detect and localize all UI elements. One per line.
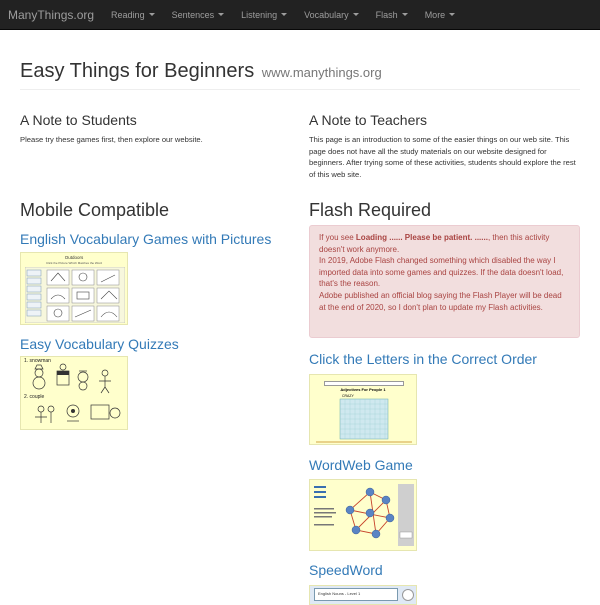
easy-quizzes-thumbnail[interactable]	[20, 356, 128, 430]
quiz-drawings-illustration	[21, 357, 128, 430]
nav-sentences-label: Sentences	[171, 9, 215, 20]
quiz-label-2: 2. couple	[24, 394, 45, 400]
thumb-caption: Adjectives For People 1	[340, 387, 386, 392]
vocab-games-link[interactable]: English Vocabulary Games with Pictures	[20, 231, 272, 247]
left-column	[20, 112, 290, 146]
wordweb-link[interactable]: WordWeb Game	[309, 457, 413, 473]
top-navbar	[0, 0, 600, 30]
teachers-heading: A Note to Teachers	[309, 112, 428, 128]
nav-flash-label: Flash	[375, 9, 398, 20]
alert-text-4: Adobe published an official blog saying the Flash Player will be dead at the end of 2020, so I don't plan to update my Flash activities.	[319, 290, 562, 312]
nav-flash[interactable]	[376, 10, 408, 20]
alert-loading-bold: Loading ...... Please be patient. ......	[355, 233, 488, 242]
alert-text-3: In 2019, Adobe Flash changed something which disabled the way I imported data into some games and quizzes. If the data doesn't load, that's the reason.	[319, 256, 564, 289]
nav-more[interactable]	[425, 10, 456, 20]
click-letters-link[interactable]: Click the Letters in the Correct Order	[309, 351, 537, 367]
caret-down-icon	[149, 13, 155, 16]
nav-more-label: More	[424, 9, 446, 20]
thumb-caption: Outdoors	[64, 255, 84, 260]
speedword-thumbnail[interactable]	[309, 585, 417, 605]
picture-grid-illustration	[25, 267, 125, 323]
alert-text-1: If you see	[319, 233, 356, 242]
wordweb-thumbnail[interactable]	[309, 479, 417, 551]
nav-reading[interactable]	[111, 10, 155, 20]
alert-text-2: , then this activity doesn't work anymore.	[319, 233, 550, 254]
click-letters-thumbnail[interactable]	[309, 374, 417, 445]
students-note: Please try these games first, then explore our website.	[20, 135, 203, 144]
thumb-word: CRAZY	[342, 394, 354, 398]
page-header	[20, 60, 580, 90]
page-title	[20, 60, 580, 83]
thumb-subcaption: Click the Picture Which Matches the Word	[46, 261, 102, 265]
teachers-note: This page is an introduction to some of the easier things on our web site. This page does not have all the study materials on our website designed for beginners. After trying some of these activities, students should explore the rest of this web site.	[309, 135, 576, 179]
quiz-label-1: 1. snowman	[24, 358, 51, 364]
caret-down-icon	[353, 13, 359, 16]
nav-listening[interactable]	[241, 10, 287, 20]
right-column	[309, 112, 584, 180]
nav-listening-label: Listening	[241, 9, 278, 20]
wordweb-graph-illustration	[310, 480, 417, 551]
caret-down-icon	[218, 13, 224, 16]
nav-vocabulary-label: Vocabulary	[304, 9, 349, 20]
vocab-games-thumbnail[interactable]	[20, 252, 128, 325]
page-title-text: Easy Things for Beginners	[20, 60, 255, 82]
flash-warning-alert	[309, 225, 580, 338]
page-subtitle: www.manythings.org	[261, 65, 382, 80]
timer-icon	[402, 589, 414, 601]
caret-down-icon	[449, 13, 455, 16]
caret-down-icon	[402, 13, 408, 16]
letter-grid-illustration	[310, 375, 417, 445]
brand-link[interactable]: ManyThings.org	[8, 7, 95, 22]
caret-down-icon	[281, 13, 287, 16]
speedword-link[interactable]: SpeedWord	[309, 562, 383, 578]
flash-heading: Flash Required	[309, 200, 432, 220]
students-heading: A Note to Students	[20, 112, 137, 128]
nav-reading-label: Reading	[111, 9, 145, 20]
easy-quizzes-link[interactable]: Easy Vocabulary Quizzes	[20, 336, 179, 352]
thumb-caption: English Nouns - Level 1	[318, 591, 361, 596]
nav-sentences[interactable]	[172, 10, 225, 20]
nav-vocabulary[interactable]	[304, 10, 359, 20]
mobile-heading: Mobile Compatible	[20, 200, 170, 220]
